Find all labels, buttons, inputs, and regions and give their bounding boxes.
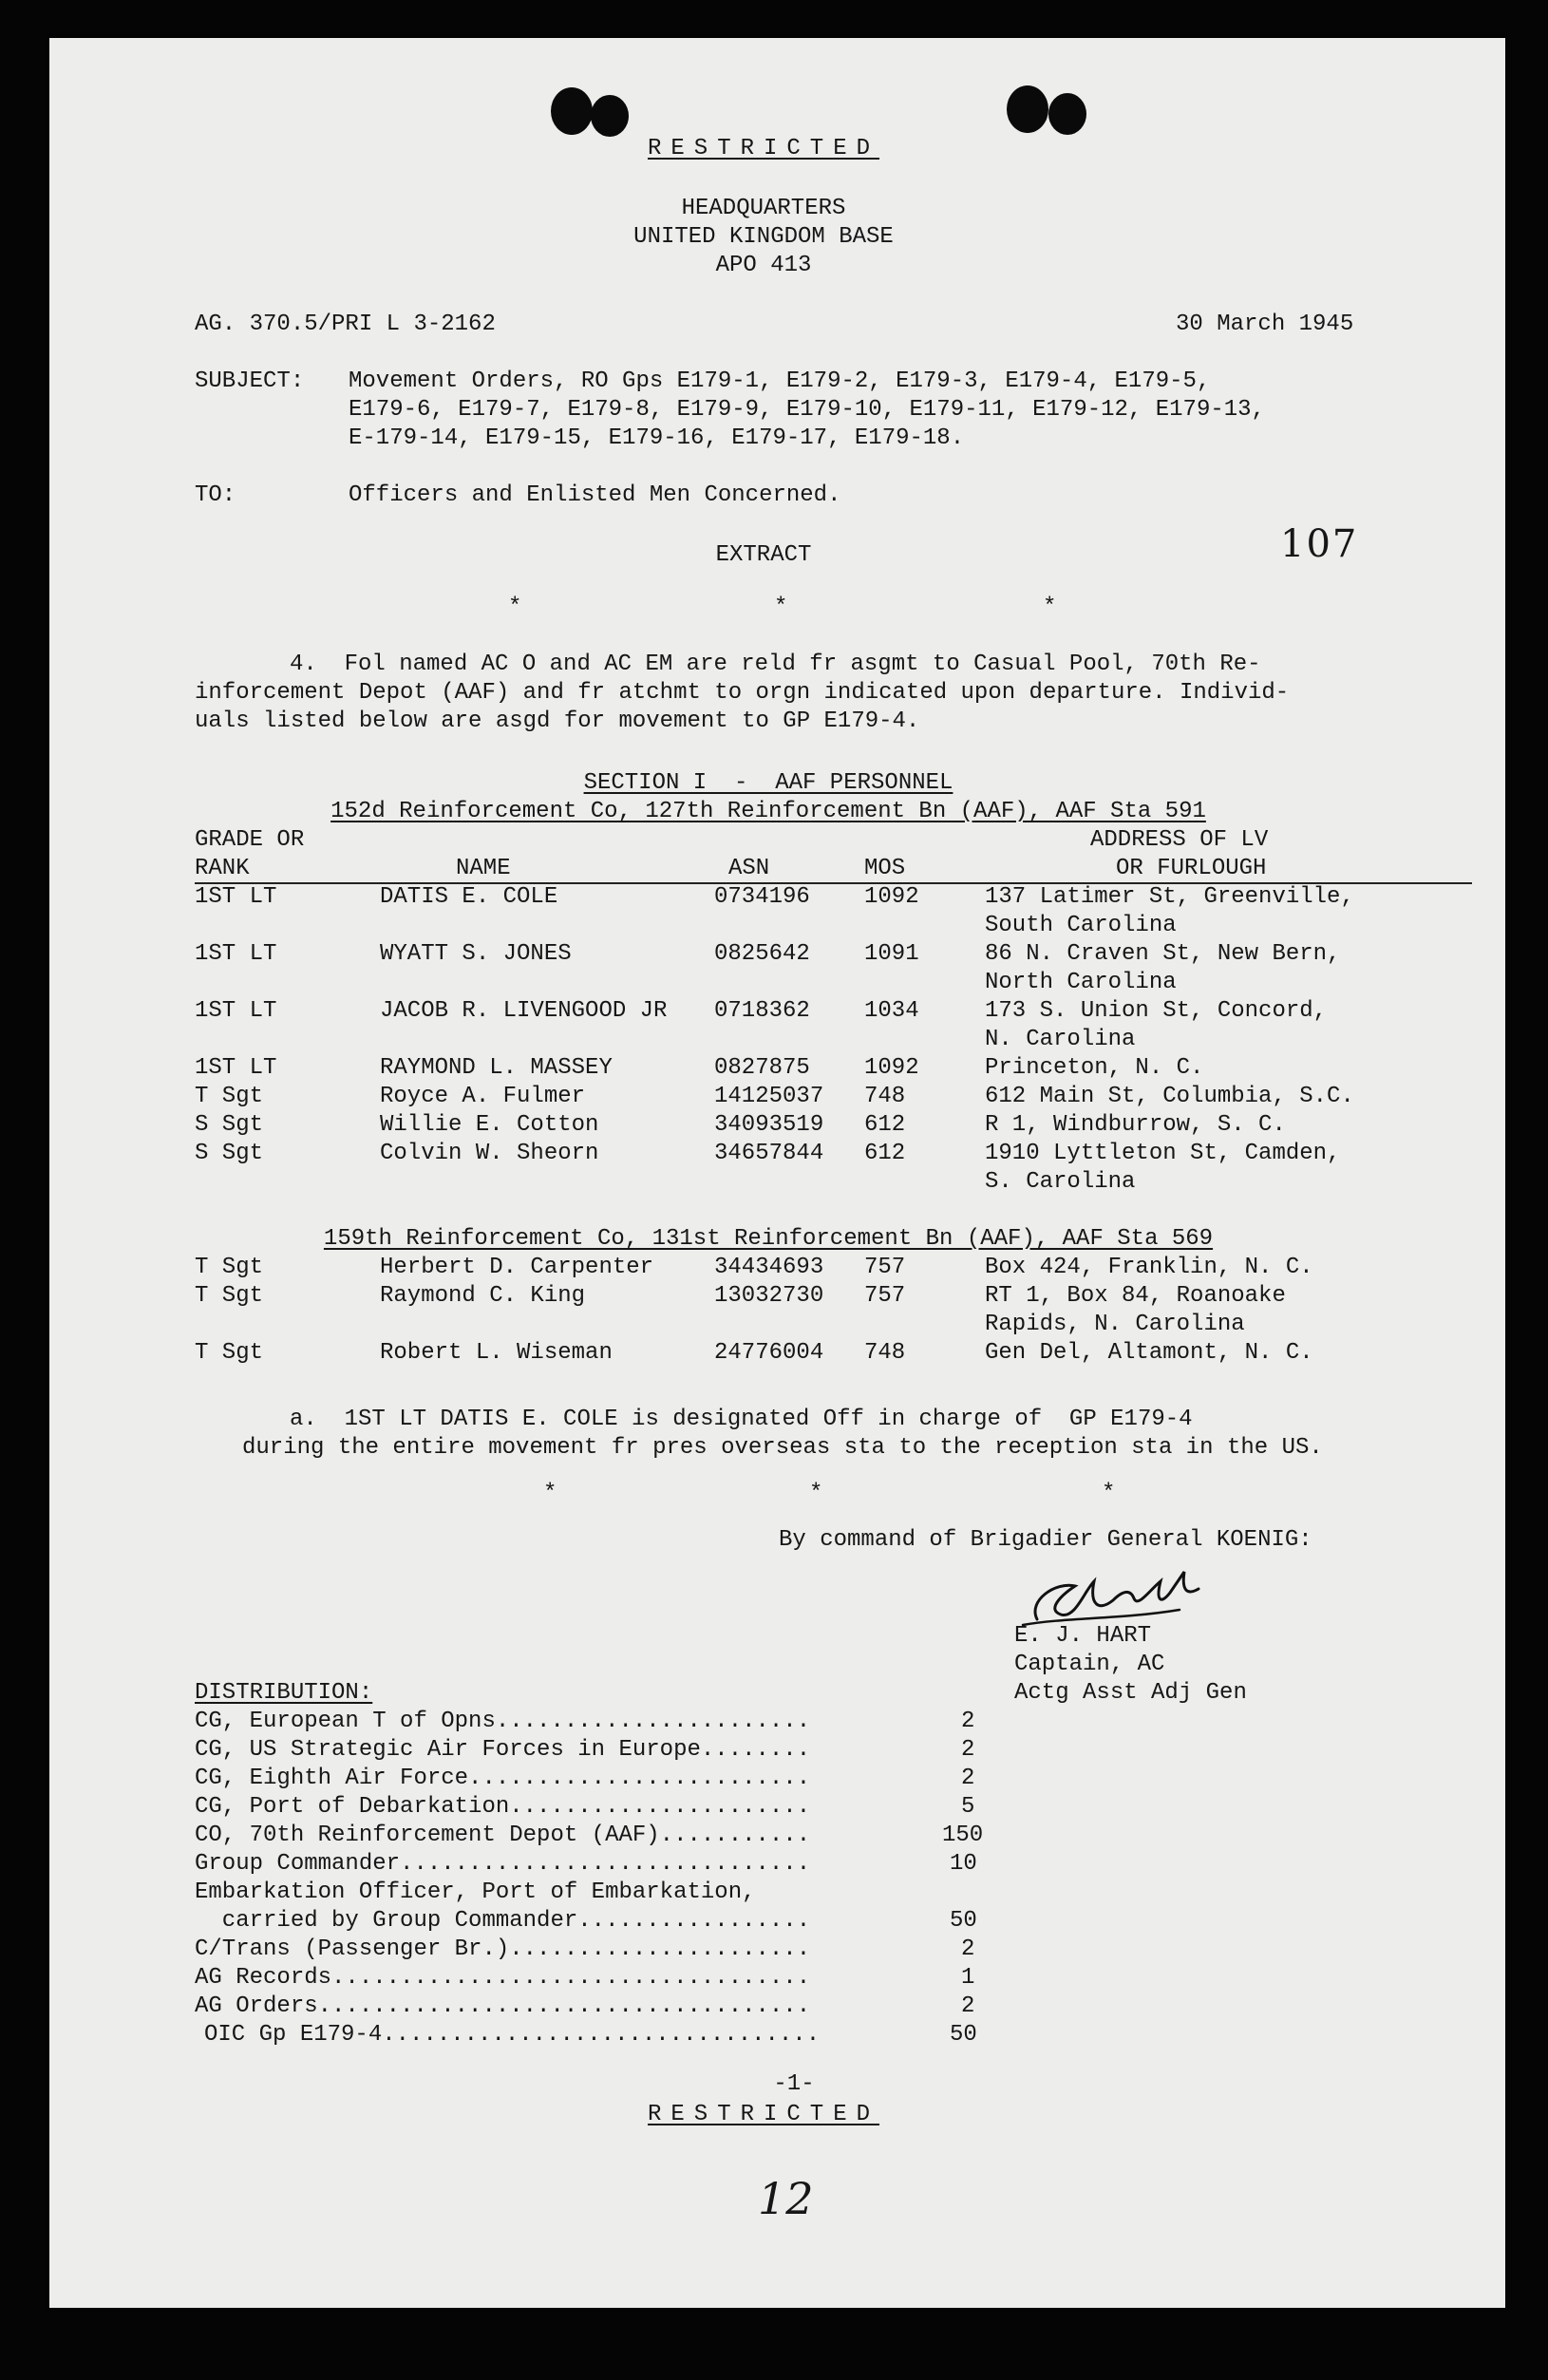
subject-line-1: Movement Orders, RO Gps E179-1, E179-2, E179-3, E179-4, E179-5, [349,368,1211,394]
distribution-entry: OIC Gp E179-4................................ [204,2022,821,2048]
distribution-label: DISTRIBUTION: [195,1680,373,1706]
distribution-qty: 1 [961,1965,975,1991]
mos-cell: 748 [864,1084,906,1109]
rank-cell: T Sgt [195,1255,264,1280]
name-cell: RAYMOND L. MASSEY [380,1055,613,1081]
distribution-entry: Group Commander.............................. [195,1851,811,1877]
hq-line-1: HEADQUARTERS [681,196,846,221]
asn-cell: 34434693 [714,1255,824,1280]
punch-hole-icon [1007,85,1048,133]
signatory-title-1: Captain, AC [1014,1652,1165,1677]
distribution-entry: carried by Group Commander................. [195,1908,811,1934]
section-title: SECTION I - AAF PERSONNEL [583,770,953,796]
distribution-qty: 5 [961,1794,975,1820]
address-cell: Princeton, N. C. [985,1055,1204,1081]
separator-star: * [1102,1481,1116,1506]
distribution-qty: 10 [950,1851,977,1877]
rank-cell: T Sgt [195,1340,264,1366]
address-cell: 137 Latimer St, Greenville, [985,884,1354,910]
signatory-title-2: Actg Asst Adj Gen [1014,1680,1247,1706]
name-cell: Willie E. Cotton [380,1112,599,1138]
distribution-entry: AG Records................................... [195,1965,811,1991]
distribution-qty: 2 [961,1709,975,1734]
command-line: By command of Brigadier General KOENIG: [779,1527,1312,1553]
address-cell: 1910 Lyttleton St, Camden, [985,1141,1341,1166]
separator-star: * [774,595,788,620]
mos-cell: 757 [864,1283,906,1309]
distribution-entry: AG Orders.................................... [195,1993,811,2019]
address-cell: RT 1, Box 84, Roanoake [985,1283,1286,1309]
unit-heading-2: 159th Reinforcement Co, 131st Reinforcement Bn (AAF), AAF Sta 569 [323,1226,1214,1252]
distribution-entry: CG, Eighth Air Force......................... [195,1766,811,1791]
name-cell: Colvin W. Sheorn [380,1141,599,1166]
document-page [49,38,1505,2308]
order-number: 107 [1280,522,1359,566]
address-cell: R 1, Windburrow, S. C. [985,1112,1286,1138]
paragraph-a-line-1: a. 1ST LT DATIS E. COLE is designated Off in charge of GP E179-4 [290,1407,1193,1432]
column-header-name: NAME [456,856,511,881]
asn-cell: 24776004 [714,1340,824,1366]
to-text: Officers and Enlisted Men Concerned. [349,482,841,508]
mos-cell: 612 [864,1112,906,1138]
punch-hole-icon [1048,93,1086,135]
name-cell: Royce A. Fulmer [380,1084,586,1109]
column-header-address: ADDRESS OF LV [1090,827,1269,853]
asn-cell: 0734196 [714,884,810,910]
mos-cell: 1034 [864,998,919,1024]
asn-cell: 0825642 [714,941,810,967]
column-header-grade: GRADE OR [195,827,305,853]
distribution-qty: 2 [961,1737,975,1763]
distribution-qty: 2 [961,1766,975,1791]
hq-line-3: APO 413 [715,253,812,278]
distribution-entry: CG, European T of Opns....................... [195,1709,811,1734]
document-date: 30 March 1945 [1176,312,1354,337]
asn-cell: 13032730 [714,1283,824,1309]
asn-cell: 34093519 [714,1112,824,1138]
distribution-entry: CO, 70th Reinforcement Depot (AAF)........... [195,1823,811,1848]
extract-label: EXTRACT [715,542,812,568]
subject-line-3: E-179-14, E179-15, E179-16, E179-17, E179-18. [349,425,965,451]
rank-cell: 1ST LT [195,941,277,967]
paragraph-4-line-2: inforcement Depot (AAF) and fr atchmt to orgn indicated upon departure. Individ- [195,680,1290,706]
column-header-furlough: OR FURLOUGH [1116,856,1267,881]
punch-hole-icon [591,95,629,137]
asn-cell: 0718362 [714,998,810,1024]
address-cell: Rapids, N. Carolina [985,1312,1245,1337]
separator-star: * [508,595,522,620]
distribution-qty: 50 [950,1908,977,1934]
classification-footer: RESTRICTED [647,2102,880,2127]
column-header-rank: RANK [195,856,250,881]
name-cell: Raymond C. King [380,1283,586,1309]
address-cell: Box 424, Franklin, N. C. [985,1255,1313,1280]
classification-header: RESTRICTED [647,136,880,161]
address-cell: S. Carolina [985,1169,1136,1195]
rank-cell: S Sgt [195,1112,264,1138]
mos-cell: 1092 [864,1055,919,1081]
paragraph-4-line-1: 4. Fol named AC O and AC EM are reld fr asgmt to Casual Pool, 70th Re- [290,652,1261,677]
subject-label: SUBJECT: [195,368,305,394]
asn-cell: 14125037 [714,1084,824,1109]
address-cell: N. Carolina [985,1027,1136,1052]
rank-cell: T Sgt [195,1084,264,1109]
mos-cell: 748 [864,1340,906,1366]
paragraph-4-line-3: uals listed below are asgd for movement to GP E179-4. [195,708,920,734]
name-cell: WYATT S. JONES [380,941,572,967]
page-number: -1- [773,2071,815,2097]
separator-star: * [543,1481,557,1506]
distribution-entry: Embarkation Officer, Port of Embarkation, [195,1879,756,1905]
distribution-qty: 2 [961,1993,975,2019]
separator-star: * [809,1481,823,1506]
distribution-entry: CG, US Strategic Air Forces in Europe........ [195,1737,811,1763]
distribution-qty: 150 [942,1823,984,1848]
rank-cell: 1ST LT [195,884,277,910]
unit-heading-1: 152d Reinforcement Co, 127th Reinforcement Bn (AAF), AAF Sta 591 [330,799,1206,824]
mos-cell: 612 [864,1141,906,1166]
handwritten-page-number: 12 [758,2173,814,2224]
rank-cell: 1ST LT [195,1055,277,1081]
address-cell: 86 N. Craven St, New Bern, [985,941,1341,967]
rank-cell: S Sgt [195,1141,264,1166]
mos-cell: 1091 [864,941,919,967]
name-cell: JACOB R. LIVENGOOD JR [380,998,668,1024]
subject-line-2: E179-6, E179-7, E179-8, E179-9, E179-10, E179-11, E179-12, E179-13, [349,397,1265,423]
punch-hole-icon [551,87,593,135]
rank-cell: T Sgt [195,1283,264,1309]
address-cell: 173 S. Union St, Concord, [985,998,1328,1024]
distribution-qty: 2 [961,1936,975,1962]
name-cell: Robert L. Wiseman [380,1340,613,1366]
asn-cell: 0827875 [714,1055,810,1081]
column-header-mos: MOS [864,856,906,881]
hq-line-2: UNITED KINGDOM BASE [633,224,894,250]
mos-cell: 1092 [864,884,919,910]
name-cell: Herbert D. Carpenter [380,1255,654,1280]
address-cell: South Carolina [985,913,1177,938]
paragraph-a-line-2: during the entire movement fr pres overseas sta to the reception sta in the US. [242,1435,1323,1461]
signatory-name: E. J. HART [1014,1623,1152,1649]
rank-cell: 1ST LT [195,998,277,1024]
column-header-asn: ASN [728,856,770,881]
separator-star: * [1043,595,1057,620]
address-cell: North Carolina [985,970,1177,995]
distribution-entry: CG, Port of Debarkation...................... [195,1794,811,1820]
name-cell: DATIS E. COLE [380,884,558,910]
mos-cell: 757 [864,1255,906,1280]
address-cell: 612 Main St, Columbia, S.C. [985,1084,1354,1109]
distribution-entry: C/Trans (Passenger Br.)...................... [195,1936,811,1962]
asn-cell: 34657844 [714,1141,824,1166]
address-cell: Gen Del, Altamont, N. C. [985,1340,1313,1366]
distribution-qty: 50 [950,2022,977,2048]
to-label: TO: [195,482,236,508]
file-reference: AG. 370.5/PRI L 3-2162 [195,312,496,337]
